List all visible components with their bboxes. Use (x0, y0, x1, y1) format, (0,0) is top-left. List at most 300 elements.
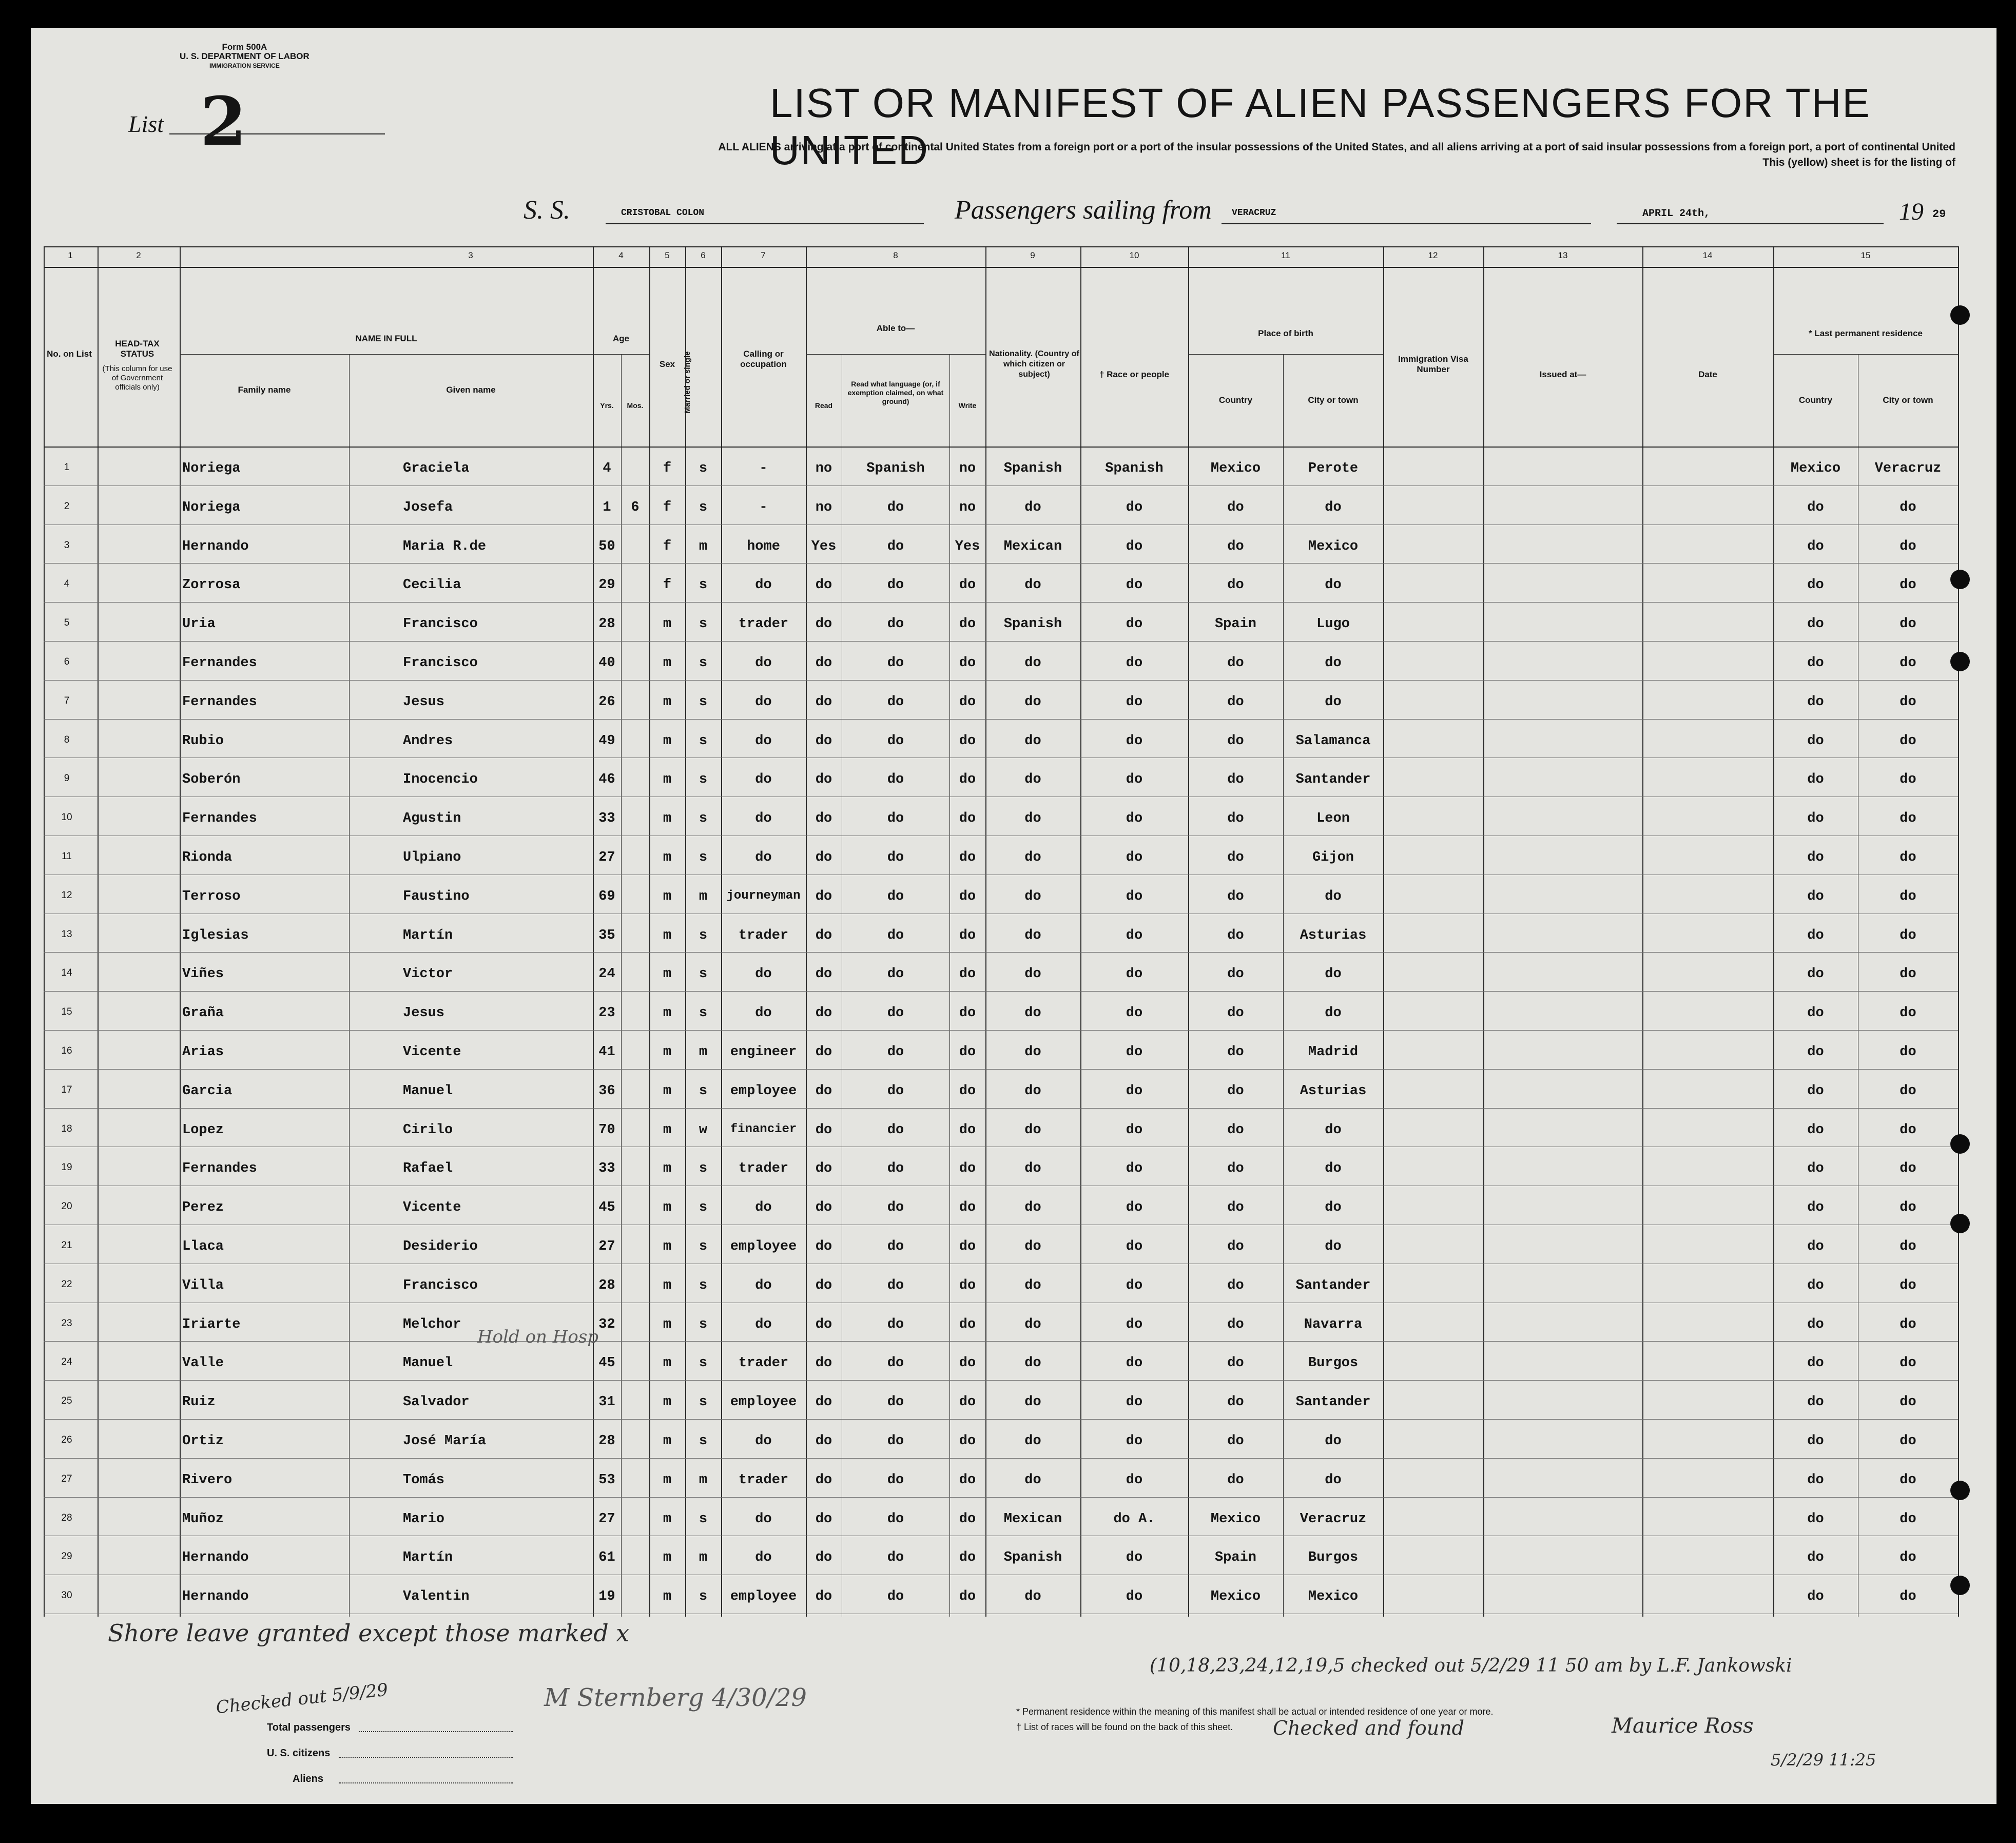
ship-underline (606, 223, 924, 224)
year-suffix: 29 (1932, 208, 1946, 221)
age-years-cell: 27 (598, 850, 615, 865)
family-name-cell: Zorrosa (182, 577, 241, 593)
residence-country-cell: do (1807, 1355, 1824, 1371)
age-years-cell: 28 (598, 616, 615, 632)
birth-country-cell: do (1227, 694, 1244, 710)
family-name-cell: Soberón (182, 772, 241, 788)
birth-country-cell: do (1227, 1277, 1244, 1293)
nationality-cell: do (1024, 1277, 1041, 1293)
nationality-cell: Spanish (1003, 461, 1062, 476)
given-name-cell: Manuel (403, 1083, 453, 1099)
birth-country-cell: do (1227, 966, 1244, 982)
header-name-in-full: NAME IN FULL (355, 334, 417, 343)
row-divider (44, 719, 1958, 720)
marital-status-cell: s (699, 1394, 708, 1410)
header-read-language: Read what language (or, if exemption claimed, on what ground) (847, 380, 944, 405)
marital-status-cell: s (699, 1200, 708, 1216)
column-number: 13 (1558, 250, 1568, 260)
given-name-cell: Andres (403, 733, 453, 749)
residence-city-cell: do (1899, 577, 1916, 593)
residence-city-cell: do (1899, 966, 1916, 982)
header-married: Married or single (683, 351, 692, 414)
manifest-table (44, 246, 1958, 1617)
birth-city-cell: do (1325, 1433, 1342, 1449)
row-divider (44, 1341, 1958, 1342)
read-cell: do (815, 1005, 832, 1021)
row-divider (44, 602, 1958, 603)
header-head-tax: HEAD-TAX STATUS (115, 339, 160, 359)
residence-country-cell: do (1807, 850, 1824, 865)
occupation-cell: employee (730, 1083, 797, 1099)
race-cell: do (1126, 1433, 1143, 1449)
birth-city-cell: Leon (1316, 811, 1350, 827)
birth-city-cell: do (1325, 1122, 1342, 1138)
occupation-cell: do (755, 1200, 772, 1216)
write-cell: do (959, 966, 976, 982)
row-number: 23 (61, 1317, 72, 1329)
sex-cell: f (663, 538, 672, 554)
residence-city-cell: do (1899, 1433, 1916, 1449)
service: IMMIGRATION SERVICE (209, 62, 280, 69)
residence-city-cell: do (1899, 1394, 1916, 1410)
residence-city-cell: do (1899, 1044, 1916, 1060)
column-number: 10 (1129, 250, 1139, 260)
read-cell: do (815, 577, 832, 593)
nationality-cell: do (1024, 850, 1041, 865)
race-cell: Spanish (1105, 461, 1164, 476)
family-name-cell: Muñoz (182, 1511, 224, 1527)
header-birth-city: City or town (1308, 395, 1359, 405)
birth-city-cell: Asturias (1300, 1083, 1367, 1099)
marital-status-cell: s (699, 811, 708, 827)
given-name-cell: Francisco (403, 655, 478, 671)
residence-country-cell: do (1807, 1472, 1824, 1488)
occupation-cell: do (755, 1277, 772, 1293)
birth-country-cell: do (1227, 1433, 1244, 1449)
given-name-cell: Graciela (403, 461, 470, 476)
age-years-cell: 32 (598, 1316, 615, 1332)
read-cell: do (815, 1316, 832, 1332)
residence-country-cell: do (1807, 655, 1824, 671)
marital-status-cell: s (699, 499, 708, 515)
read-cell: do (815, 1161, 832, 1177)
occupation-cell: do (755, 966, 772, 982)
marital-status-cell: s (699, 577, 708, 593)
residence-city-cell: do (1899, 1239, 1916, 1254)
row-divider (44, 680, 1958, 681)
race-cell: do (1126, 655, 1143, 671)
age-years-cell: 23 (598, 1005, 615, 1021)
given-name-cell: Valentin (403, 1589, 470, 1605)
column-divider (1642, 246, 1643, 1617)
given-name-cell: Francisco (403, 1277, 478, 1293)
column-number: 3 (468, 250, 473, 260)
row-number: 12 (61, 889, 72, 901)
row-number: 19 (61, 1162, 72, 1173)
departure-port: VERACRUZ (1232, 208, 1276, 218)
subheader-divider (593, 354, 649, 355)
residence-city-cell: do (1899, 850, 1916, 865)
column-divider (1958, 246, 1959, 1617)
header-race: † Race or people (1099, 370, 1170, 379)
footnote-residence: * Permanent residence within the meaning of this manifest shall be actual or intended residence of one year or more. (1016, 1706, 1494, 1717)
marital-status-cell: s (699, 850, 708, 865)
row-number: 17 (61, 1084, 72, 1095)
birth-city-cell: do (1325, 1005, 1342, 1021)
family-name-cell: Rubio (182, 733, 224, 749)
sex-cell: m (663, 888, 672, 904)
row-divider (44, 246, 1958, 247)
read-language-cell: do (887, 1589, 904, 1605)
write-cell: do (959, 1200, 976, 1216)
marital-status-cell: s (699, 1083, 708, 1099)
sex-cell: m (663, 733, 672, 749)
row-divider (44, 952, 1958, 953)
occupation-cell: do (755, 1316, 772, 1332)
age-years-cell: 53 (598, 1472, 615, 1488)
column-number: 12 (1428, 250, 1438, 260)
given-name-cell: Ulpiano (403, 850, 461, 865)
age-years-cell: 69 (598, 888, 615, 904)
marital-status-cell: s (699, 655, 708, 671)
subtitle-line-1: ALL ALIENS arriving at a port of continental United States from a foreign port or a port of the insular possessions of the United States, and all aliens arriving at a port of said insular possessions from a foreign port, a port of continental United (718, 141, 1955, 153)
residence-country-cell: do (1807, 1394, 1824, 1410)
total-passengers-line (359, 1731, 513, 1732)
column-number: 1 (68, 250, 73, 260)
read-cell: no (815, 461, 832, 476)
birth-country-cell: do (1227, 655, 1244, 671)
family-name-cell: Graña (182, 1005, 224, 1021)
read-language-cell: do (887, 499, 904, 515)
residence-city-cell: do (1899, 927, 1916, 943)
nationality-cell: do (1024, 1355, 1041, 1371)
sex-cell: m (663, 966, 672, 982)
write-cell: do (959, 811, 976, 827)
residence-city-cell: do (1899, 1122, 1916, 1138)
residence-country-cell: do (1807, 577, 1824, 593)
row-number: 16 (61, 1045, 72, 1056)
age-years-cell: 1 (603, 499, 611, 515)
birth-country-cell: do (1227, 772, 1244, 788)
given-name-cell: Cirilo (403, 1122, 453, 1138)
residence-country-cell: do (1807, 927, 1824, 943)
page-title: LIST OR MANIFEST OF ALIEN PASSENGERS FOR THE UNITED (770, 80, 1871, 173)
occupation-cell: engineer (730, 1044, 797, 1060)
header-date: Date (1698, 370, 1717, 379)
race-cell: do (1126, 694, 1143, 710)
occupation-cell: home (747, 538, 780, 554)
sex-cell: m (663, 1355, 672, 1371)
birth-country-cell: do (1227, 1316, 1244, 1332)
birth-city-cell: do (1325, 577, 1342, 593)
occupation-cell: - (759, 499, 768, 515)
birth-country-cell: do (1227, 1394, 1244, 1410)
birth-city-cell: do (1325, 655, 1342, 671)
marital-status-cell: s (699, 1355, 708, 1371)
sex-cell: m (663, 1161, 672, 1177)
write-cell: no (959, 499, 976, 515)
nationality-cell: do (1024, 694, 1041, 710)
sex-cell: m (663, 850, 672, 865)
given-name-cell: Jesus (403, 694, 445, 710)
family-name-cell: Arias (182, 1044, 224, 1060)
binder-hole (1950, 1214, 1970, 1233)
birth-country-cell: Spain (1214, 1550, 1256, 1566)
row-divider (44, 1380, 1958, 1381)
birth-country-cell: do (1227, 733, 1244, 749)
read-language-cell: do (887, 1277, 904, 1293)
read-language-cell: do (887, 1200, 904, 1216)
nationality-cell: do (1024, 1433, 1041, 1449)
read-cell: do (815, 1433, 832, 1449)
residence-country-cell: do (1807, 1316, 1824, 1332)
age-years-cell: 40 (598, 655, 615, 671)
race-cell: do (1126, 927, 1143, 943)
family-name-cell: Hernando (182, 1550, 249, 1566)
row-divider (44, 1108, 1958, 1109)
family-name-cell: Hernando (182, 538, 249, 554)
residence-city-cell: do (1899, 1355, 1916, 1371)
family-name-cell: Perez (182, 1200, 224, 1216)
read-language-cell: do (887, 1161, 904, 1177)
birth-city-cell: Santander (1295, 1277, 1371, 1293)
header-yrs: Yrs. (600, 401, 614, 410)
family-name-cell: Fernandes (182, 811, 257, 827)
sex-cell: m (663, 1005, 672, 1021)
birth-country-cell: do (1227, 811, 1244, 827)
footnote-races: † List of races will be found on the back of this sheet. (1016, 1722, 1233, 1732)
handwritten-shore-leave: Shore leave granted except those marked x (108, 1619, 630, 1647)
handwritten-checked-right: (10,18,23,24,12,19,5 checked out 5/2/29 11 50 am by L.F. Jankowski (1150, 1655, 1792, 1676)
given-name-cell: José María (403, 1433, 487, 1449)
write-cell: do (959, 1083, 976, 1099)
read-language-cell: do (887, 966, 904, 982)
race-cell: do (1126, 1472, 1143, 1488)
row-divider (44, 1497, 1958, 1498)
write-cell: do (959, 1511, 976, 1527)
write-cell: do (959, 1239, 976, 1254)
row-number: 10 (61, 812, 72, 823)
occupation-cell: employee (730, 1394, 797, 1410)
nationality-cell: do (1024, 1394, 1041, 1410)
age-years-cell: 31 (598, 1394, 615, 1410)
row-number: 9 (64, 773, 70, 784)
age-years-cell: 45 (598, 1355, 615, 1371)
sailing-from-label: Passengers sailing from (955, 196, 1212, 225)
marital-status-cell: s (699, 772, 708, 788)
marital-status-cell: s (699, 616, 708, 632)
age-years-cell: 41 (598, 1044, 615, 1060)
write-cell: do (959, 772, 976, 788)
sex-cell: m (663, 811, 672, 827)
header-res-city: City or town (1883, 395, 1933, 405)
row-number: 2 (64, 500, 70, 512)
read-language-cell: do (887, 1394, 904, 1410)
sex-cell: f (663, 577, 672, 593)
race-cell: do (1126, 1005, 1143, 1021)
row-number: 25 (61, 1395, 72, 1407)
residence-country-cell: do (1807, 811, 1824, 827)
race-cell: do (1126, 577, 1143, 593)
ss-label: S. S. (524, 196, 570, 225)
read-language-cell: do (887, 772, 904, 788)
birth-country-cell: do (1227, 1200, 1244, 1216)
family-name-cell: Fernandes (182, 1161, 257, 1177)
residence-country-cell: do (1807, 1044, 1824, 1060)
age-years-cell: 27 (598, 1511, 615, 1527)
row-number: 7 (64, 695, 70, 706)
residence-country-cell: do (1807, 538, 1824, 554)
birth-city-cell: do (1325, 1161, 1342, 1177)
write-cell: do (959, 1316, 976, 1332)
column-divider (1483, 246, 1484, 1617)
birth-country-cell: do (1227, 1355, 1244, 1371)
read-cell: do (815, 1355, 832, 1371)
family-name-cell: Iriarte (182, 1316, 241, 1332)
birth-country-cell: do (1227, 1044, 1244, 1060)
header-issued-at: Issued at— (1539, 370, 1586, 379)
birth-country-cell: do (1227, 1472, 1244, 1488)
read-cell: do (815, 616, 832, 632)
family-name-cell: Ruiz (182, 1394, 216, 1410)
read-language-cell: do (887, 1122, 904, 1138)
header-head-tax-note: (This column for use of Government officials only) (102, 364, 172, 392)
row-number: 5 (64, 617, 70, 629)
read-language-cell: do (887, 1005, 904, 1021)
residence-city-cell: Veracruz (1874, 461, 1942, 476)
column-number: 14 (1702, 250, 1713, 260)
nationality-cell: do (1024, 966, 1041, 982)
header-read: Read (815, 401, 833, 410)
read-cell: do (815, 772, 832, 788)
row-divider (44, 1030, 1958, 1031)
birth-country-cell: Mexico (1210, 1511, 1261, 1527)
read-cell: do (815, 966, 832, 982)
residence-city-cell: do (1899, 1005, 1916, 1021)
row-number: 24 (61, 1356, 72, 1368)
read-cell: do (815, 1550, 832, 1566)
handwritten-signature: Maurice Ross (1612, 1714, 1754, 1738)
sub-column-divider (621, 354, 622, 1617)
handwritten-checked-found: Checked and found (1273, 1717, 1464, 1739)
residence-city-cell: do (1899, 772, 1916, 788)
marital-status-cell: m (699, 888, 708, 904)
aliens-line (339, 1782, 513, 1783)
row-number: 13 (61, 928, 72, 940)
nationality-cell: do (1024, 1005, 1041, 1021)
family-name-cell: Llaca (182, 1239, 224, 1254)
form-number: Form 500A (222, 42, 267, 52)
race-cell: do (1126, 733, 1143, 749)
birth-country-cell: do (1227, 1005, 1244, 1021)
list-underline (169, 133, 385, 134)
given-name-cell: Melchor (403, 1316, 461, 1332)
marital-status-cell: s (699, 733, 708, 749)
marital-status-cell: s (699, 1589, 708, 1605)
age-years-cell: 70 (598, 1122, 615, 1138)
nationality-cell: do (1024, 1239, 1041, 1254)
row-number: 3 (64, 539, 70, 551)
given-name-cell: Francisco (403, 616, 478, 632)
residence-city-cell: do (1899, 733, 1916, 749)
occupation-cell: do (755, 1005, 772, 1021)
binder-hole (1950, 652, 1970, 671)
age-years-cell: 61 (598, 1550, 615, 1566)
read-cell: do (815, 927, 832, 943)
us-citizens-line (339, 1757, 513, 1758)
residence-country-cell: do (1807, 1433, 1824, 1449)
column-number: 6 (701, 250, 706, 260)
occupation-cell: do (755, 733, 772, 749)
family-name-cell: Ortiz (182, 1433, 224, 1449)
total-passengers-label: Total passengers (267, 1722, 351, 1733)
occupation-cell: do (755, 577, 772, 593)
given-name-cell: Inocencio (403, 772, 478, 788)
residence-country-cell: do (1807, 694, 1824, 710)
marital-status-cell: s (699, 1239, 708, 1254)
race-cell: do (1126, 1394, 1143, 1410)
row-number: 22 (61, 1278, 72, 1290)
marital-status-cell: s (699, 461, 708, 476)
read-cell: do (815, 850, 832, 865)
column-number: 9 (1030, 250, 1035, 260)
sex-cell: m (663, 772, 672, 788)
given-name-cell: Mario (403, 1511, 445, 1527)
read-cell: Yes (811, 538, 837, 554)
birth-city-cell: Veracruz (1300, 1511, 1367, 1527)
birth-country-cell: do (1227, 1122, 1244, 1138)
birth-country-cell: Spain (1214, 616, 1256, 632)
race-cell: do (1126, 888, 1143, 904)
age-years-cell: 19 (598, 1589, 615, 1605)
occupation-cell: do (755, 655, 772, 671)
nationality-cell: do (1024, 733, 1041, 749)
subheader-divider (180, 354, 593, 355)
marital-status-cell: m (699, 1044, 708, 1060)
header-place-of-birth: Place of birth (1258, 328, 1313, 338)
write-cell: do (959, 655, 976, 671)
read-language-cell: do (887, 1239, 904, 1254)
nationality-cell: do (1024, 811, 1041, 827)
sub-column-divider (349, 354, 350, 1617)
row-divider (44, 1458, 1958, 1459)
marital-status-cell: s (699, 1316, 708, 1332)
occupation-cell: do (755, 811, 772, 827)
nationality-cell: do (1024, 1472, 1041, 1488)
row-divider (44, 267, 1958, 268)
race-cell: do (1126, 1161, 1143, 1177)
read-language-cell: do (887, 1044, 904, 1060)
age-years-cell: 46 (598, 772, 615, 788)
age-years-cell: 26 (598, 694, 615, 710)
race-cell: do (1126, 811, 1143, 827)
birth-city-cell: do (1325, 966, 1342, 982)
read-cell: do (815, 694, 832, 710)
row-divider (44, 1419, 1958, 1420)
column-number: 7 (761, 250, 766, 260)
residence-city-cell: do (1899, 499, 1916, 515)
binder-hole (1950, 1134, 1970, 1154)
column-number: 2 (136, 250, 141, 260)
residence-country-cell: do (1807, 966, 1824, 982)
race-cell: do (1126, 1550, 1143, 1566)
ship-name: CRISTOBAL COLON (621, 208, 705, 218)
nationality-cell: do (1024, 888, 1041, 904)
marital-status-cell: s (699, 694, 708, 710)
residence-country-cell: do (1807, 499, 1824, 515)
nationality-cell: do (1024, 499, 1041, 515)
residence-city-cell: do (1899, 616, 1916, 632)
